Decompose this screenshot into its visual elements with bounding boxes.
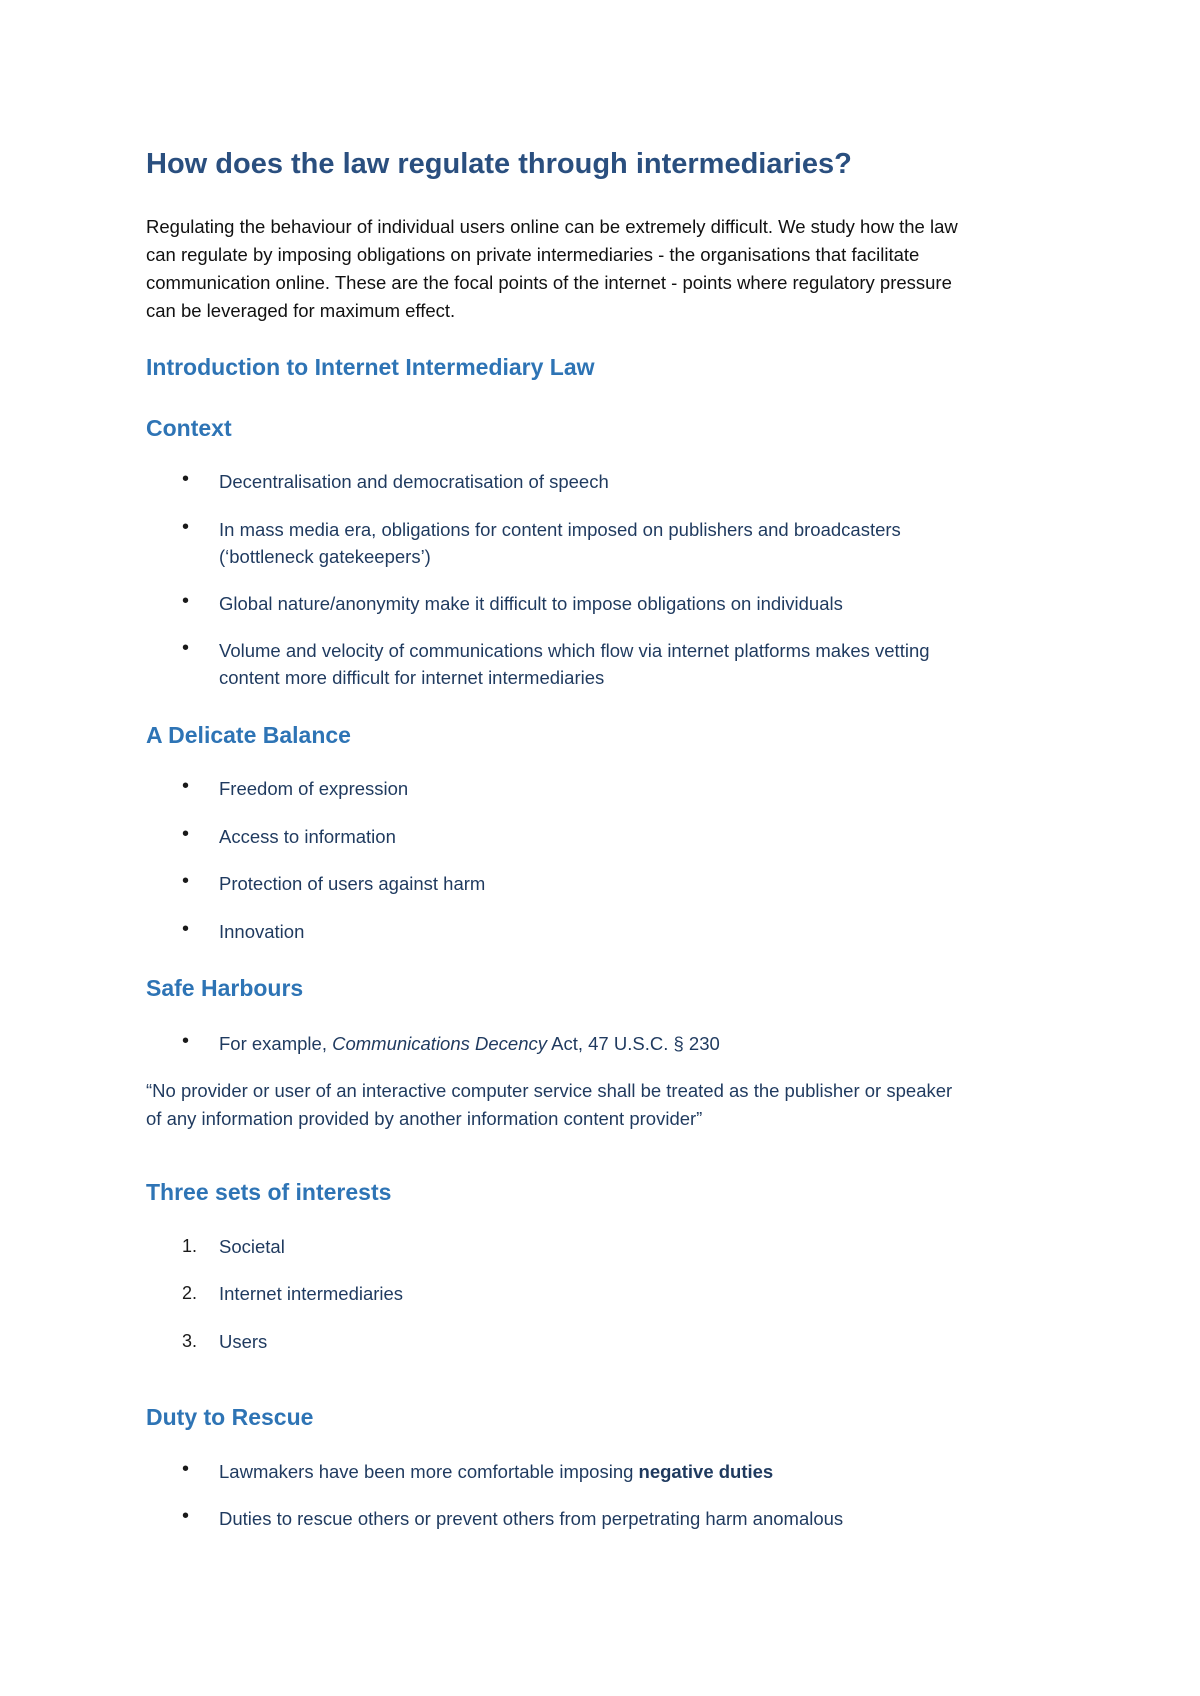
bullet-icon: •	[182, 775, 190, 797]
list-item-text: Protection of users against harm	[219, 873, 486, 894]
item-number: 1.	[182, 1236, 198, 1256]
list-item-text: Decentralisation and democratisation of speech	[219, 471, 609, 492]
bullet-icon: •	[182, 468, 190, 490]
bullet-icon: •	[182, 870, 190, 892]
list-item-text: Freedom of expression	[219, 778, 409, 799]
bullet-icon: •	[182, 1505, 190, 1527]
quote-line: “No provider or user of an interactive computer service shall be treated as the publisher or speaker	[146, 1080, 953, 1101]
list-item-text: (‘bottleneck gatekeepers’)	[219, 546, 431, 567]
bullet-icon: •	[182, 918, 190, 940]
quote-line: of any information provided by another information content provider”	[146, 1108, 703, 1129]
intro-line: can be leveraged for maximum effect.	[146, 300, 456, 321]
bullet-icon: •	[182, 1458, 190, 1480]
list-item-text: In mass media era, obligations for content imposed on publishers and broadcasters	[219, 519, 901, 540]
list-item-text: Volume and velocity of communications which flow via internet platforms makes vetting	[219, 640, 930, 661]
list-item-text: Internet intermediaries	[219, 1283, 404, 1304]
intro-line: Regulating the behaviour of individual users online can be extremely difficult. We study how the law	[146, 216, 958, 237]
heading-delicate-balance: A Delicate Balance	[146, 722, 351, 748]
intro-line: communication online. These are the focal points of the internet - points where regulatory pressure	[146, 272, 952, 293]
rescue-item-prefix: Lawmakers have been more comfortable imposing	[219, 1461, 639, 1482]
intro-paragraph	[146, 213, 1066, 325]
section-230-quote	[146, 1077, 1076, 1133]
example-prefix: For example,	[219, 1033, 333, 1054]
list-item-text: content more difficult for internet intermediaries	[219, 667, 605, 688]
heading-introduction: Introduction to Internet Intermediary Law	[146, 354, 595, 380]
intro-line: can regulate by imposing obligations on private intermediaries - the organisations that facilitate	[146, 244, 920, 265]
act-name: Communications Decency	[332, 1033, 548, 1054]
heading-three-sets-of-interests: Three sets of interests	[146, 1179, 392, 1205]
list-item-text: Innovation	[219, 921, 305, 942]
item-number: 3.	[182, 1331, 198, 1351]
bullet-icon: •	[182, 590, 190, 612]
bullet-icon: •	[182, 637, 190, 659]
list-item-text: Global nature/anonymity make it difficult to impose obligations on individuals	[219, 593, 843, 614]
heading-safe-harbours: Safe Harbours	[146, 975, 304, 1001]
heading-context: Context	[146, 415, 232, 441]
heading-duty-to-rescue: Duty to Rescue	[146, 1404, 314, 1430]
item-number: 2.	[182, 1283, 198, 1303]
list-item-text: Duties to rescue others or prevent others from perpetrating harm anomalous	[219, 1508, 844, 1529]
list-item-text: Users	[219, 1331, 268, 1352]
bullet-icon: •	[182, 823, 190, 845]
document-title: How does the law regulate through intermediaries?	[146, 148, 852, 180]
negative-duties-emphasis: negative duties	[638, 1461, 774, 1482]
bullet-icon: •	[182, 516, 190, 538]
bullet-icon: •	[182, 1030, 190, 1052]
list-item-text: Access to information	[219, 826, 396, 847]
example-suffix: Act, 47 U.S.C. § 230	[547, 1033, 720, 1054]
list-item-text: Societal	[219, 1236, 285, 1257]
